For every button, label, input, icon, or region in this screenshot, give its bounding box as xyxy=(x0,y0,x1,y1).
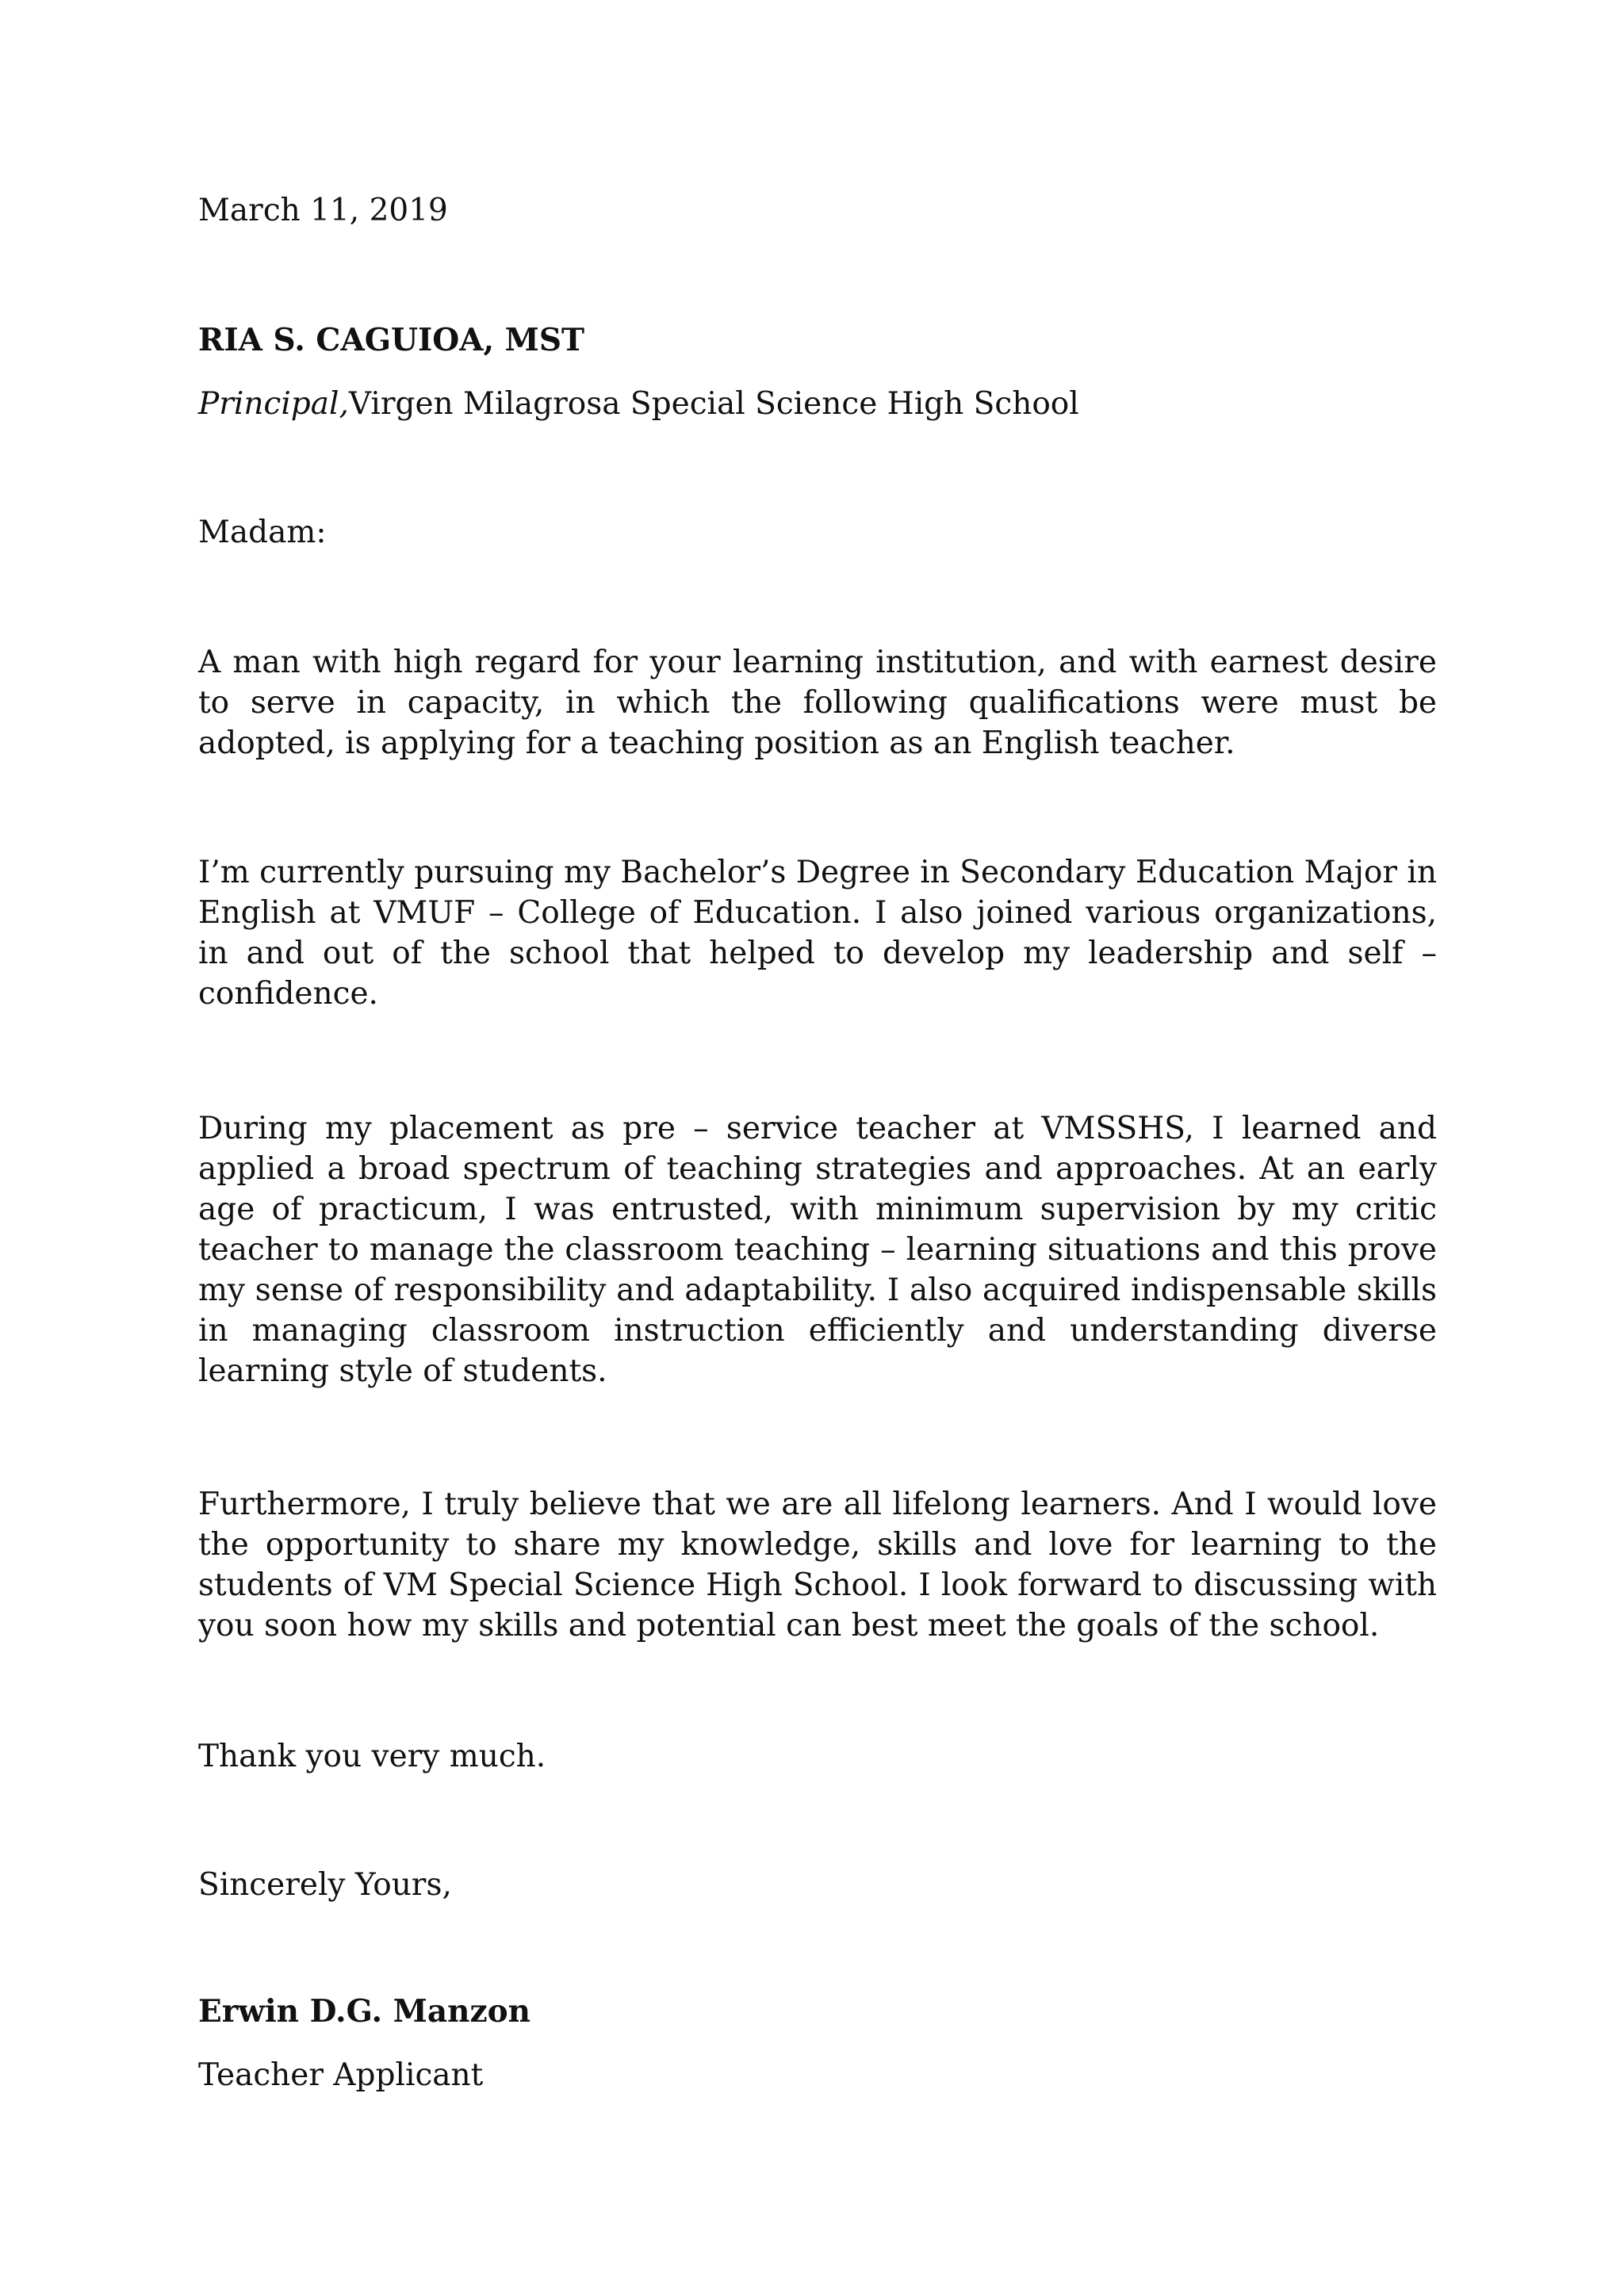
recipient-role: Principal, xyxy=(198,386,349,422)
sender-name: Erwin D.G. Manzon xyxy=(198,1993,530,2030)
closing: Sincerely Yours, xyxy=(198,1867,452,1903)
body-paragraph-3: During my placement as pre – service teacher at VMSSHS, I learned and applied a broad spectrum of teaching strategies and approaches. At an early age of practicum, I was entrusted, with minimum supervision by my critic teacher to manage the classroom teaching – learning situations and this prove my sense of responsibility and adaptability. I also acquired indispensable skills in managing classroom instruction efficiently and understanding diverse learning style of students. xyxy=(198,1111,1437,1389)
sender-title: Teacher Applicant xyxy=(198,2057,484,2093)
salutation: Madam: xyxy=(198,515,327,550)
body-paragraph-1: A man with high regard for your learning institution, and with earnest desire to serve in capacity, in which the following qualifications were must be adopted, is applying for a teaching position as an English teacher. xyxy=(198,645,1437,761)
body-paragraph-4: Furthermore, I truly believe that we are all lifelong learners. And I would love the opportunity to share my knowledge, skills and love for learning to the students of VM Special Science High School. I look forward to discussing with you soon how my skills and potential can best meet the goals of the school. xyxy=(198,1487,1437,1644)
recipient-institution: Virgen Milagrosa Special Science High School xyxy=(348,386,1079,422)
recipient-name: RIA S. CAGUIOA, MST xyxy=(198,322,585,358)
thanks-line: Thank you very much. xyxy=(198,1739,546,1774)
body-paragraph-2: I’m currently pursuing my Bachelor’s Degree in Secondary Education Major in English at VMUF – College of Education. I also joined various organizations, in and out of the school that helped to develop my leadership and self – confidence. xyxy=(198,855,1437,1012)
letter-date: March 11, 2019 xyxy=(198,193,448,228)
recipient-title xyxy=(198,384,1437,424)
